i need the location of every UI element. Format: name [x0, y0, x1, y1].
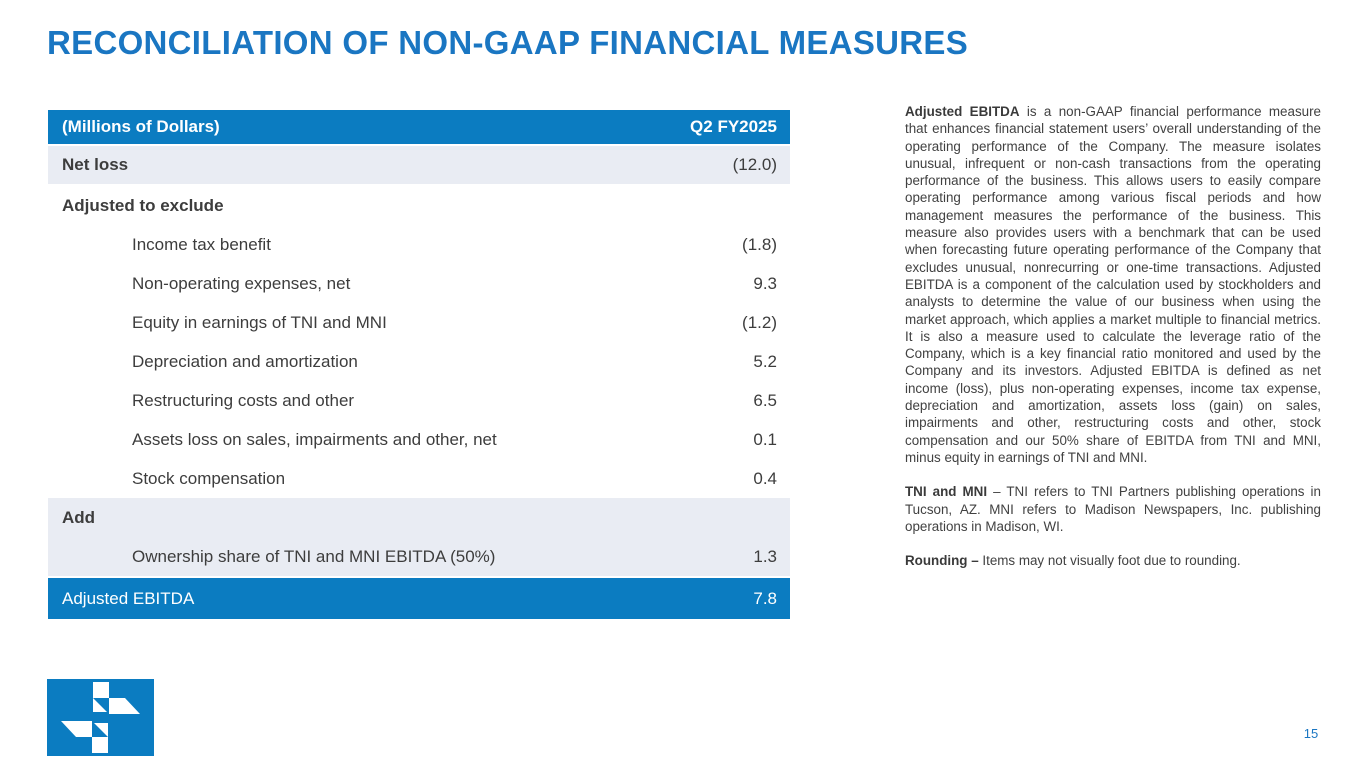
definition-body: – TNI refers to TNI Partners publishing operations in Tucson, AZ. MNI refers to Madison Newspapers, Inc. publishing operations in Madison, WI. — [905, 484, 1321, 534]
definition-lead: Rounding – — [905, 553, 979, 569]
adjusted-ebitda-definition — [905, 103, 1321, 466]
row-label: Restructuring costs and other — [132, 390, 355, 410]
row-value: 7.8 — [753, 588, 777, 608]
row-label: Adjusted to exclude — [62, 195, 224, 215]
page-title: RECONCILIATION OF NON-GAAP FINANCIAL MEASURES — [47, 24, 969, 61]
row-value: (1.8) — [742, 234, 777, 254]
table-row — [48, 498, 790, 537]
row-label: Stock compensation — [132, 468, 286, 488]
table-row-adjusted-ebitda-total — [48, 578, 790, 619]
lee-enterprises-logo — [47, 679, 154, 756]
definition-lead: TNI and MNI — [905, 484, 988, 500]
row-label: Add — [62, 507, 96, 527]
table-row — [48, 537, 790, 578]
row-label: Assets loss on sales, impairments and other, net — [132, 429, 497, 449]
table-row — [48, 420, 790, 459]
row-value: 0.4 — [753, 468, 777, 488]
definition-body: Items may not visually foot due to rounding. — [982, 553, 1241, 569]
table-header-row — [48, 110, 790, 146]
row-label: Income tax benefit — [132, 234, 271, 254]
table-row — [48, 303, 790, 342]
row-value: (1.2) — [742, 312, 777, 332]
table-row — [48, 225, 790, 264]
table-row — [48, 342, 790, 381]
row-value: 9.3 — [753, 273, 777, 293]
row-label: Net loss — [62, 155, 129, 174]
row-value: (12.0) — [732, 155, 777, 174]
reconciliation-table — [48, 110, 790, 619]
row-label: Non-operating expenses, net — [132, 273, 351, 293]
page-number: 15 — [1303, 726, 1319, 741]
table-row — [48, 186, 790, 225]
row-label: Equity in earnings of TNI and MNI — [132, 312, 387, 332]
row-value: 0.1 — [753, 429, 777, 449]
row-label: Ownership share of TNI and MNI EBITDA (50%) — [132, 546, 496, 566]
rounding-note — [905, 552, 1321, 569]
row-value: 6.5 — [753, 390, 777, 410]
table-header-label: (Millions of Dollars) — [62, 117, 220, 136]
definitions-text-block — [905, 103, 1321, 586]
table-row — [48, 381, 790, 420]
row-value: 1.3 — [753, 546, 777, 566]
table-row — [48, 146, 790, 186]
table-header-period: Q2 FY2025 — [690, 117, 777, 136]
row-label: Adjusted EBITDA — [62, 588, 195, 608]
row-label: Depreciation and amortization — [132, 351, 358, 371]
table-row — [48, 459, 790, 498]
table-row — [48, 264, 790, 303]
definition-body: is a non-GAAP financial performance measure that enhances financial statement users’ overall understanding of the operating performance of the Company. The measure isolates unusual, infrequent or non-cash transactions from the operating performance of the business. This allows users to easily compare operating performance among various fiscal periods and how management measures the performance of the business. This measure also provides users with a benchmark that can be used when forecasting future operating performance of the Company that excludes unusual, nonrecurring or one-time transactions. Adjusted EBITDA is a component of the calculation used by stockholders and analysts to determine the value of our business when using the market approach, which applies a market multiple to financial metrics. It is also a measure used to calculate the leverage ratio of the Company, which is a key financial ratio monitored and used by the Company and its investors. Adjusted EBITDA is defined as net income (loss), plus non-operating expenses, income tax expense, depreciation and amortization, assets loss (gain) on sales, impairments and other, restructuring costs and other, stock compensation and our 50% share of EBITDA from TNI and MNI, minus equity in earnings of TNI and MNI. — [905, 104, 1321, 465]
definition-lead: Adjusted EBITDA — [905, 104, 1020, 119]
tni-mni-definition — [905, 483, 1321, 535]
row-value: 5.2 — [753, 351, 777, 371]
